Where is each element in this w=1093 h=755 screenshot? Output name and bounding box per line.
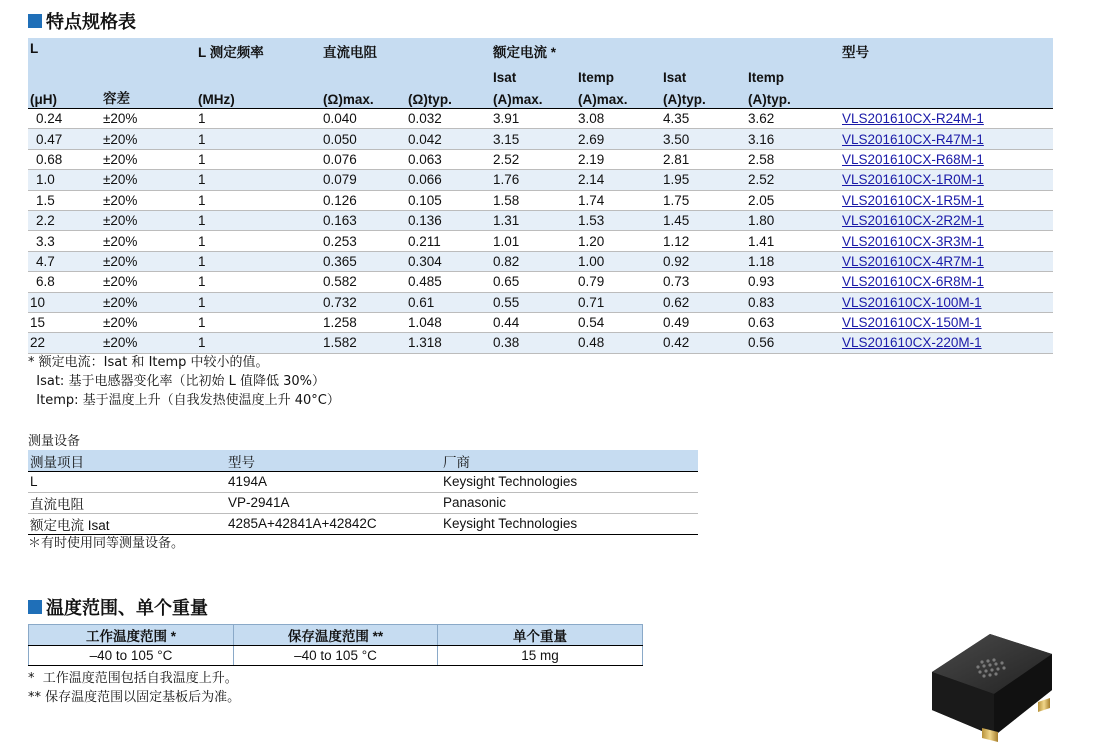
table-cell: L: [28, 472, 226, 493]
table-cell: 0.82: [491, 251, 576, 271]
table-cell: 0.42: [661, 333, 746, 353]
table-cell: 0.79: [576, 272, 661, 292]
table-cell: 0.304: [406, 251, 491, 271]
table-cell: 1.12: [661, 231, 746, 251]
table-cell: Keysight Technologies: [441, 472, 698, 493]
table-cell: 0.105: [406, 190, 491, 210]
measurement-header-cell: 厂商: [441, 450, 698, 472]
part-number-link[interactable]: VLS201610CX-4R7M-1: [842, 253, 984, 269]
table-row: [28, 129, 1053, 149]
table-cell: 3.91: [491, 109, 576, 129]
square-bullet-icon: [28, 14, 42, 28]
table-cell: ±20%: [101, 312, 196, 332]
section-title-temperature: [28, 594, 208, 620]
table-cell: 1.53: [576, 210, 661, 230]
table-cell: 1.0: [28, 170, 101, 190]
spec-header-cell: (MHz): [196, 85, 321, 109]
table-cell: 0.47: [28, 129, 101, 149]
spec-header-cell: [101, 38, 196, 63]
part-number-link[interactable]: VLS201610CX-220M-1: [842, 335, 982, 351]
temperature-value-cell: 15 mg: [438, 646, 643, 666]
table-cell: 2.52: [746, 170, 840, 190]
measurement-note: ＊有时使用同等测量设备。: [28, 536, 185, 551]
spec-header-row-2: [28, 63, 1053, 85]
table-cell: 1: [196, 231, 321, 251]
table-row: [28, 109, 1053, 129]
table-cell: 1.582: [321, 333, 406, 353]
table-cell: Keysight Technologies: [441, 513, 698, 534]
table-cell: 0.62: [661, 292, 746, 312]
temperature-note-line: * 工作温度范围包括自我温度上升。: [28, 671, 238, 686]
table-cell: ±20%: [101, 210, 196, 230]
spec-header-cell: [321, 63, 406, 85]
measurement-table-body: [28, 472, 698, 535]
table-cell: 4285A+42841A+42842C: [226, 513, 441, 534]
table-cell: 0.83: [746, 292, 840, 312]
part-number-link[interactable]: VLS201610CX-1R5M-1: [842, 192, 984, 208]
spec-note-line: * 额定电流：Isat 和 Itemp 中较小的值。: [28, 355, 269, 370]
table-cell: 0.24: [28, 109, 101, 129]
part-number-link[interactable]: VLS201610CX-R68M-1: [842, 151, 984, 167]
table-cell: 1.45: [661, 210, 746, 230]
section-title-specs: [28, 8, 136, 34]
table-cell: 1: [196, 190, 321, 210]
table-cell: 1.20: [576, 231, 661, 251]
part-number-link[interactable]: VLS201610CX-100M-1: [842, 294, 982, 310]
table-cell: 4194A: [226, 472, 441, 493]
spec-header-cell: (Ω)max.: [321, 85, 406, 109]
table-row: [28, 170, 1053, 190]
table-cell: 0.61: [406, 292, 491, 312]
table-cell: Panasonic: [441, 492, 698, 513]
table-cell: 1.318: [406, 333, 491, 353]
table-cell: 1: [196, 333, 321, 353]
spec-header-cell: 型号: [840, 38, 1053, 63]
measurement-title: 测量设备: [28, 434, 81, 449]
table-cell: 1.75: [661, 190, 746, 210]
table-cell: 0.65: [491, 272, 576, 292]
table-cell: 1: [196, 292, 321, 312]
table-cell: 0.55: [491, 292, 576, 312]
table-cell: 1.00: [576, 251, 661, 271]
table-cell: 0.136: [406, 210, 491, 230]
table-cell: 6.8: [28, 272, 101, 292]
table-cell: 0.63: [746, 312, 840, 332]
temperature-value-cell: –40 to 105 °C: [234, 646, 438, 666]
table-cell: ±20%: [101, 231, 196, 251]
temperature-header-cell: 单个重量: [438, 625, 643, 646]
spec-note-line: Isat: 基于电感器变化率（比初始 L 值降低 30%）: [28, 374, 325, 389]
spec-table: [28, 38, 1053, 354]
table-cell: 0.38: [491, 333, 576, 353]
spec-header-cell: Isat: [661, 63, 746, 85]
table-cell: 直流电阻: [28, 492, 226, 513]
spec-header-cell: (A)typ.: [746, 85, 840, 109]
table-cell: 额定电流 Isat: [28, 513, 226, 534]
table-cell: 0.050: [321, 129, 406, 149]
table-cell: 0.582: [321, 272, 406, 292]
table-cell: 3.16: [746, 129, 840, 149]
table-cell: 2.69: [576, 129, 661, 149]
table-cell: [840, 312, 1053, 332]
spec-header-cell: [406, 63, 491, 85]
table-cell: 0.163: [321, 210, 406, 230]
table-row: [28, 472, 698, 493]
table-row: [28, 231, 1053, 251]
spec-table-body: [28, 109, 1053, 354]
inductor-product-image: [920, 628, 1060, 750]
spec-header-cell: [196, 63, 321, 85]
spec-header-cell: (A)max.: [576, 85, 661, 109]
table-cell: ±20%: [101, 149, 196, 169]
table-row: [28, 190, 1053, 210]
part-number-link[interactable]: VLS201610CX-3R3M-1: [842, 233, 984, 249]
table-cell: [840, 109, 1053, 129]
table-cell: ±20%: [101, 292, 196, 312]
table-cell: 0.73: [661, 272, 746, 292]
table-cell: 0.032: [406, 109, 491, 129]
table-cell: 1.048: [406, 312, 491, 332]
spec-header-cell: [576, 38, 661, 63]
section-title-text: 温度范围、单个重量: [46, 598, 208, 619]
table-row: [28, 312, 1053, 332]
measurement-table: [28, 450, 698, 535]
table-cell: 3.3: [28, 231, 101, 251]
temperature-note-line: ** 保存温度范围以固定基板后为准。: [28, 690, 241, 705]
spec-header-cell: (A)typ.: [661, 85, 746, 109]
table-cell: 1.5: [28, 190, 101, 210]
spec-header-cell: [28, 63, 101, 85]
table-cell: 1.58: [491, 190, 576, 210]
table-cell: 1: [196, 109, 321, 129]
table-cell: 0.44: [491, 312, 576, 332]
table-cell: 2.52: [491, 149, 576, 169]
part-number-link[interactable]: VLS201610CX-R47M-1: [842, 131, 984, 147]
table-cell: 0.485: [406, 272, 491, 292]
temperature-value-row: [29, 646, 643, 666]
table-cell: 0.49: [661, 312, 746, 332]
spec-header-cell: 直流电阻: [321, 38, 406, 63]
table-cell: 1.74: [576, 190, 661, 210]
table-cell: 0.063: [406, 149, 491, 169]
table-cell: 1.80: [746, 210, 840, 230]
table-cell: 0.126: [321, 190, 406, 210]
table-cell: ±20%: [101, 170, 196, 190]
spec-notes: [28, 353, 340, 410]
spec-header-cell: Isat: [491, 63, 576, 85]
table-cell: ±20%: [101, 129, 196, 149]
table-cell: 1.18: [746, 251, 840, 271]
table-cell: 0.076: [321, 149, 406, 169]
temperature-notes: [28, 669, 240, 707]
table-cell: 1: [196, 170, 321, 190]
table-cell: 0.56: [746, 333, 840, 353]
table-cell: VP-2941A: [226, 492, 441, 513]
part-number-link[interactable]: VLS201610CX-2R2M-1: [842, 213, 984, 229]
table-row: [28, 272, 1053, 292]
table-row: [28, 333, 1053, 353]
table-cell: 1: [196, 312, 321, 332]
spec-header-cell: 容差: [101, 85, 196, 109]
spec-note-line: Itemp: 基于温度上升（自我发热使温度上升 40°C）: [28, 393, 340, 408]
table-cell: 0.71: [576, 292, 661, 312]
table-cell: 1.76: [491, 170, 576, 190]
spec-header-cell: [661, 38, 746, 63]
table-cell: [840, 333, 1053, 353]
table-cell: [840, 210, 1053, 230]
part-number-link[interactable]: VLS201610CX-R24M-1: [842, 111, 984, 127]
table-cell: 1: [196, 210, 321, 230]
table-cell: 0.93: [746, 272, 840, 292]
table-cell: 1.01: [491, 231, 576, 251]
part-number-link[interactable]: VLS201610CX-6R8M-1: [842, 274, 984, 290]
table-row: [28, 492, 698, 513]
table-cell: 0.732: [321, 292, 406, 312]
table-cell: 2.2: [28, 210, 101, 230]
table-row: [28, 292, 1053, 312]
square-bullet-icon: [28, 600, 42, 614]
table-cell: [840, 149, 1053, 169]
table-cell: 1.258: [321, 312, 406, 332]
table-cell: 2.81: [661, 149, 746, 169]
table-cell: ±20%: [101, 109, 196, 129]
table-cell: 22: [28, 333, 101, 353]
temperature-value-cell: –40 to 105 °C: [29, 646, 234, 666]
table-cell: 1: [196, 251, 321, 271]
spec-header-cell: (A)max.: [491, 85, 576, 109]
table-cell: 4.7: [28, 251, 101, 271]
table-cell: 10: [28, 292, 101, 312]
spec-header-cell: (μH): [28, 85, 101, 109]
measurement-header-row: [28, 450, 698, 472]
table-row: [28, 210, 1053, 230]
temperature-header-row: [29, 625, 643, 646]
table-cell: 0.211: [406, 231, 491, 251]
measurement-header-cell: 测量项目: [28, 450, 226, 472]
table-cell: ±20%: [101, 190, 196, 210]
table-cell: ±20%: [101, 333, 196, 353]
table-cell: 15: [28, 312, 101, 332]
table-cell: [840, 251, 1053, 271]
section-title-text: 特点规格表: [46, 12, 136, 33]
temperature-header-cell: 保存温度范围 **: [234, 625, 438, 646]
table-cell: 3.62: [746, 109, 840, 129]
table-cell: 0.365: [321, 251, 406, 271]
table-cell: [840, 231, 1053, 251]
table-row: [28, 513, 698, 534]
table-row: [28, 149, 1053, 169]
spec-header-cell: [746, 38, 840, 63]
table-cell: 1: [196, 129, 321, 149]
table-cell: 2.05: [746, 190, 840, 210]
table-cell: 0.68: [28, 149, 101, 169]
table-cell: 0.54: [576, 312, 661, 332]
table-cell: 1: [196, 149, 321, 169]
table-cell: 0.079: [321, 170, 406, 190]
table-cell: [840, 190, 1053, 210]
table-cell: 1.95: [661, 170, 746, 190]
spec-header-row-3: [28, 85, 1053, 109]
spec-header-cell: (Ω)typ.: [406, 85, 491, 109]
table-cell: 2.19: [576, 149, 661, 169]
table-cell: [840, 170, 1053, 190]
table-cell: 0.48: [576, 333, 661, 353]
spec-header-cell: [101, 63, 196, 85]
table-cell: 0.042: [406, 129, 491, 149]
table-cell: [840, 272, 1053, 292]
table-cell: 2.58: [746, 149, 840, 169]
table-cell: 4.35: [661, 109, 746, 129]
table-cell: 0.253: [321, 231, 406, 251]
part-number-link[interactable]: VLS201610CX-1R0M-1: [842, 172, 984, 188]
table-cell: ±20%: [101, 251, 196, 271]
measurement-header-cell: 型号: [226, 450, 441, 472]
spec-header-row-1: [28, 38, 1053, 63]
spec-header-cell: [840, 63, 1053, 85]
temperature-header-cell: 工作温度范围 *: [29, 625, 234, 646]
temperature-table: [28, 624, 643, 666]
spec-header-cell: 额定电流 *: [491, 38, 576, 63]
table-cell: 0.066: [406, 170, 491, 190]
table-cell: 0.040: [321, 109, 406, 129]
table-cell: [840, 129, 1053, 149]
spec-header-cell: L 测定频率: [196, 38, 321, 63]
table-cell: 0.92: [661, 251, 746, 271]
table-cell: 3.15: [491, 129, 576, 149]
table-cell: 3.08: [576, 109, 661, 129]
spec-header-cell: Itemp: [576, 63, 661, 85]
table-cell: 3.50: [661, 129, 746, 149]
spec-header-cell: L: [28, 38, 101, 63]
table-cell: 1.31: [491, 210, 576, 230]
table-cell: 2.14: [576, 170, 661, 190]
table-cell: [840, 292, 1053, 312]
spec-header-cell: [406, 38, 491, 63]
table-cell: ±20%: [101, 272, 196, 292]
spec-header-cell: [840, 85, 1053, 109]
part-number-link[interactable]: VLS201610CX-150M-1: [842, 315, 982, 331]
table-cell: 1: [196, 272, 321, 292]
table-row: [28, 251, 1053, 271]
table-cell: 1.41: [746, 231, 840, 251]
spec-header-cell: Itemp: [746, 63, 840, 85]
